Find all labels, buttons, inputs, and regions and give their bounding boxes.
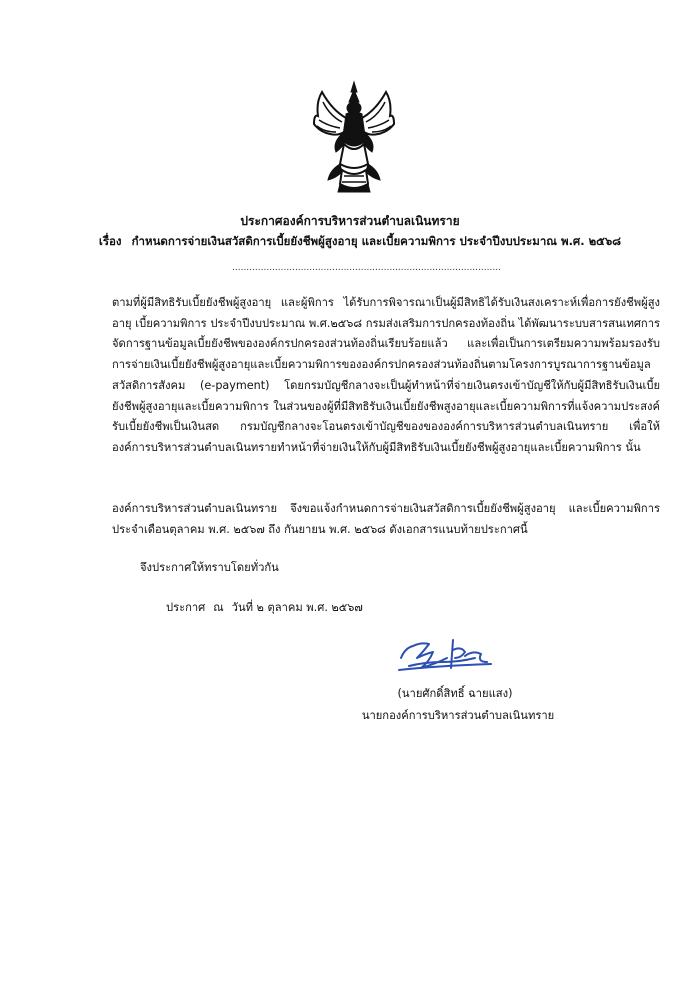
announce-line (166, 598, 371, 618)
announce-at: ณ (213, 601, 224, 614)
garuda-emblem (312, 80, 396, 196)
body-paragraph-1: ตามที่ผู้มีสิทธิรับเบี้ยยังชีพผู้สูงอายุ และผู้พิการ ได้รับการพิจารณาเป็นผู้มีสิทธิได้รับเงินสงเคราะห์เพื่อการยังชีพผู้สูงอายุ เบี้ยความพิการ ประจำปีงบประมาณ พ.ศ.๒๕๖๘ กรมส่งเสริมการปกครองท้องถิ่น ได้พัฒนาระบบสารสนเทศการจัดการฐานข้อมูลเบี้ยยังชีพขององค์กรปกครองส่วนท้องถิ่นเรียบร้อยแล้ว และเพื่อเป็นการเตรียมความพร้อมรองรับการจ่ายเงินเบี้ยยังชีพผู้สูงอายุและเบี้ยความพิการขององค์กรปกครองส่วนท้องถิ่นตามโครงการบูรณาการฐานข้อมูลสวัสดิการสังคม (e-payment) โดยกรมบัญชีกลางจะเป็นผู้ทำหน้าที่จ่ายเงินตรงเข้าบัญชีให้กับผู้มีสิทธิรับเงินเบี้ยยังชีพผู้สูงอายุและเบี้ยความพิการ ในส่วนของผู้ที่มีสิทธิรับเงินเบี้ยยังชีพสูงอายุและเบี้ยความพิการที่แจ้งความประสงค์รับเบี้ยยังชีพเป็นเงินสด กรมบัญชีกลางจะโอนตรงเข้าบัญชีของขององค์การบริหารส่วนตำบลเนินทราย เพื่อให้องค์การบริหารส่วนตำบลเนินทรายทำหน้าที่จ่ายเงินให้กับผู้มีสิทธิรับเงินเบี้ยยังชีพผู้สูงอายุและเบี้ยความพิการ นั้น (112, 296, 660, 454)
dotted-divider: .............................................................................................. (232, 263, 501, 273)
announce-date: วันที่ ๒ ตุลาคม พ.ศ. ๒๕๖๗ (231, 601, 363, 614)
body-paragraph-2: องค์การบริหารส่วนตำบลเนินทราย จึงขอแจ้งกำหนดการจ่ายเงินสวัสดิการเบี้ยยังชีพผู้สูงอายุ และเบี้ยความพิการ ประจำเดือนตุลาคม พ.ศ. ๒๕๖๗ ถึง กันยายน พ.ศ. ๒๕๖๘ ดังเอกสารแนบท้ายประกาศนี้ (112, 502, 660, 536)
announcement-title: ประกาศองค์การบริหารส่วนตำบลเนินทราย (240, 214, 460, 228)
subject-label: เรื่อง (98, 234, 122, 248)
subject-text: กำหนดการจ่ายเงินสวัสดิการเบี้ยยังชีพผู้สูงอายุ และเบี้ยความพิการ ประจำปีงบประมาณ พ.ศ. ๒๕๖๘ (131, 234, 622, 248)
body-paragraph-3: จึงประกาศให้ทราบโดยทั่วกัน (140, 561, 279, 574)
announce-label: ประกาศ (166, 601, 206, 614)
announcement-subject (60, 232, 660, 250)
handwritten-signature (395, 628, 495, 678)
signer-position: นายกองค์การบริหารส่วนตำบลเนินทราย (361, 709, 555, 722)
signer-name: (นายศักดิ์สิทธิ์ ฉายแสง) (397, 687, 513, 700)
